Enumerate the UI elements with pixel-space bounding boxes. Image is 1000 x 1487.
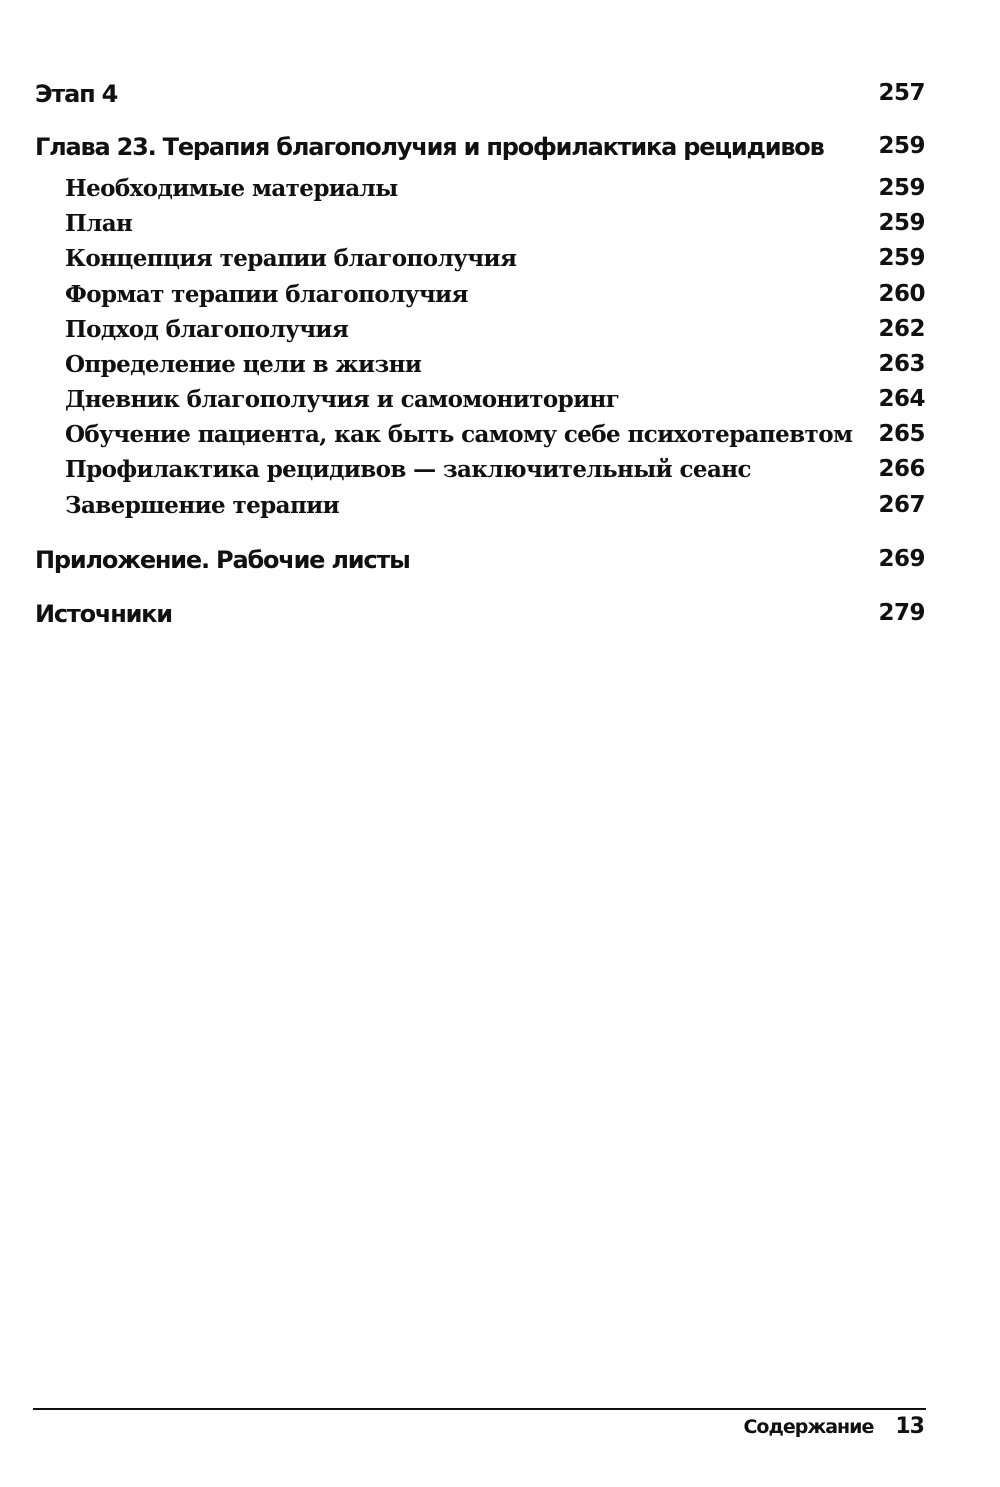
- toc-stage-entry: [35, 80, 925, 120]
- toc-entry-page: 279: [878, 600, 925, 626]
- toc-sources-entry: [35, 600, 925, 640]
- toc-entry-title: Этап 4: [35, 80, 118, 108]
- toc-section-entry: [35, 210, 925, 250]
- toc-entry-title: Необходимые материалы: [65, 175, 398, 202]
- toc-entry-page: 259: [878, 210, 925, 236]
- toc-section-entry: [35, 421, 925, 461]
- toc-section-entry: [35, 492, 925, 532]
- toc-entry-title: Дневник благополучия и самомониторинг: [65, 386, 620, 413]
- toc-entry-title: Формат терапии благополучия: [65, 281, 468, 308]
- toc-chapter-entry: [35, 133, 925, 173]
- toc-entry-title: Подход благополучия: [65, 316, 349, 343]
- toc-entry-page: 259: [878, 175, 925, 201]
- toc-entry-title: Глава 23. Терапия благополучия и профилактика рецидивов: [35, 133, 824, 161]
- toc-entry-page: 263: [878, 351, 925, 377]
- footer-divider: [33, 1408, 926, 1410]
- toc-entry-page: 262: [878, 316, 925, 342]
- toc-section-entry: [35, 386, 925, 426]
- toc-entry-page: 259: [878, 133, 925, 159]
- toc-section-entry: [35, 351, 925, 391]
- toc-entry-page: 265: [878, 421, 925, 447]
- toc-appendix-entry: [35, 546, 925, 586]
- toc-entry-title: Профилактика рецидивов — заключительный сеанс: [65, 456, 751, 483]
- toc-section-entry: [35, 175, 925, 215]
- toc-entry-page: 266: [878, 456, 925, 482]
- toc-entry-page: 257: [878, 80, 925, 106]
- page-number: 13: [895, 1414, 924, 1439]
- page-footer: [743, 1414, 924, 1439]
- toc-section-entry: [35, 316, 925, 356]
- toc-entry-page: 267: [878, 492, 925, 518]
- running-footer-label: Содержание: [743, 1416, 874, 1438]
- toc-entry-title: Определение цели в жизни: [65, 351, 422, 378]
- toc-section-entry: [35, 245, 925, 285]
- toc-entry-title: Приложение. Рабочие листы: [35, 546, 410, 574]
- toc-entry-title: Источники: [35, 600, 172, 628]
- toc-entry-page: 269: [878, 546, 925, 572]
- toc-entry-title: Завершение терапии: [65, 492, 340, 519]
- toc-section-entry: [35, 281, 925, 321]
- toc-entry-page: 259: [878, 245, 925, 271]
- toc-section-entry: [35, 456, 925, 496]
- toc-entry-title: Концепция терапии благополучия: [65, 245, 517, 272]
- toc-entry-title: План: [65, 210, 133, 237]
- toc-entry-page: 260: [878, 281, 925, 307]
- toc-entry-title: Обучение пациента, как быть самому себе психотерапевтом: [65, 421, 853, 448]
- toc-entry-page: 264: [878, 386, 925, 412]
